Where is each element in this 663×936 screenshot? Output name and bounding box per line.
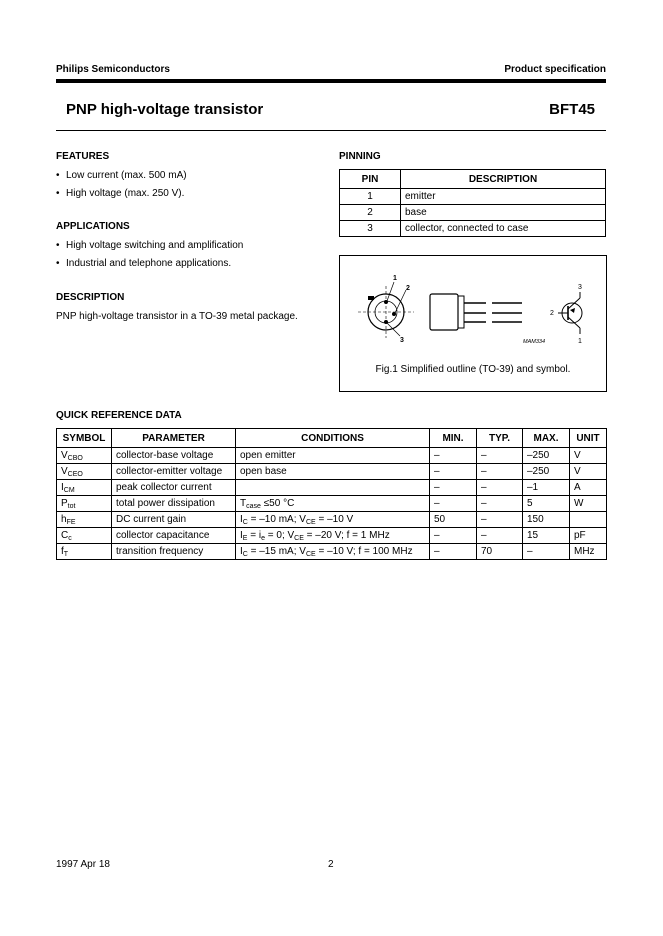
description-text: PNP high-voltage transistor in a TO-39 metal package. [56, 311, 298, 322]
min-cell: – [430, 448, 477, 464]
pin-label: 3 [578, 284, 582, 291]
symbol-cell [57, 512, 112, 528]
figure-box [339, 255, 607, 392]
table-row [57, 528, 607, 544]
table-row [57, 512, 607, 528]
to39-outline-drawing [340, 256, 606, 356]
min-cell: – [430, 480, 477, 496]
typ-cell: – [477, 512, 523, 528]
table-row [340, 189, 606, 205]
symbol-subscript: FE [66, 519, 76, 526]
quick-reference-table [56, 428, 607, 560]
typ-cell: – [477, 496, 523, 512]
pin-description: emitter [401, 189, 606, 205]
table-row [57, 480, 607, 496]
col-parameter: PARAMETER [112, 429, 236, 448]
table-row [340, 205, 606, 221]
unit-cell: V [570, 464, 607, 480]
min-cell: 50 [430, 512, 477, 528]
condition-text: I [240, 530, 243, 541]
feature-item: • Low current (max. 500 mA) [56, 167, 187, 185]
condition-subscript: C [242, 519, 248, 526]
min-cell: – [430, 544, 477, 560]
condition-text: I [240, 514, 243, 525]
figure-code: MAM334 [523, 339, 546, 345]
pin-number: 3 [340, 221, 401, 237]
max-cell: 15 [523, 528, 570, 544]
pinning-heading: PINNING [339, 151, 381, 162]
condition-text: = –10 mA; V [247, 514, 306, 525]
typ-cell: – [477, 464, 523, 480]
symbol-cell [57, 496, 112, 512]
symbol-cell [57, 544, 112, 560]
condition-text: = –10 V; f = 100 MHz [315, 546, 413, 557]
package-side-view [430, 294, 522, 330]
feature-item: • High voltage (max. 250 V). [56, 185, 187, 203]
pin-label: 1 [393, 275, 397, 282]
condition-text: ≤50 °C [260, 498, 295, 509]
col-pin: PIN [340, 170, 401, 189]
company-name: Philips Semiconductors [56, 64, 170, 75]
condition-subscript: CE [305, 551, 316, 558]
table-header-row [340, 170, 606, 189]
col-description: DESCRIPTION [401, 170, 606, 189]
parameter-cell: transition frequency [112, 544, 236, 560]
condition-subscript: E [242, 535, 248, 542]
symbol-cell [57, 448, 112, 464]
symbol-subscript: CBO [67, 455, 83, 462]
condition-text: = –20 V; f = 1 MHz [303, 530, 390, 541]
conditions-cell [236, 480, 430, 496]
symbol-subscript: CM [63, 487, 75, 494]
unit-cell: pF [570, 528, 607, 544]
pin-label: 2 [550, 310, 554, 317]
conditions-cell: open base [236, 464, 430, 480]
part-number: BFT45 [549, 101, 595, 118]
table-header-row [57, 429, 607, 448]
unit-cell: MHz [570, 544, 607, 560]
unit-cell: A [570, 480, 607, 496]
parameter-cell: collector-base voltage [112, 448, 236, 464]
symbol-main: C [61, 530, 69, 541]
symbol-main: f [61, 546, 64, 557]
max-cell: –1 [523, 480, 570, 496]
typ-cell: – [477, 448, 523, 464]
unit-cell: W [570, 496, 607, 512]
max-cell: –250 [523, 464, 570, 480]
application-item: • Industrial and telephone applications. [56, 255, 243, 273]
condition-subscript: e [261, 535, 265, 542]
symbol-cell [57, 528, 112, 544]
condition-subscript: C [242, 551, 248, 558]
condition-text: I [240, 546, 243, 557]
features-list [56, 167, 187, 203]
symbol-subscript: T [63, 551, 69, 558]
max-cell: –250 [523, 448, 570, 464]
symbol-main: I [61, 482, 64, 493]
condition-text: = –15 mA; V [247, 546, 306, 557]
min-cell: – [430, 464, 477, 480]
page-title: PNP high-voltage transistor [66, 101, 264, 118]
typ-cell: – [477, 480, 523, 496]
symbol-cell [57, 464, 112, 480]
condition-text: = 0; V [264, 530, 295, 541]
col-typ: TYP. [477, 429, 523, 448]
page-number: 2 [328, 859, 334, 870]
pin-label: 3 [400, 337, 404, 344]
description-heading: DESCRIPTION [56, 292, 125, 303]
symbol-main: V [61, 466, 68, 477]
min-cell: – [430, 528, 477, 544]
min-cell: – [430, 496, 477, 512]
col-symbol: SYMBOL [57, 429, 112, 448]
symbol-main: V [61, 450, 68, 461]
pnp-transistor-symbol-icon [550, 284, 582, 345]
unit-cell [570, 512, 607, 528]
typ-cell: – [477, 528, 523, 544]
condition-text: T [240, 498, 247, 509]
qrd-heading: QUICK REFERENCE DATA [56, 410, 182, 421]
conditions-cell [236, 528, 430, 544]
conditions-cell [236, 496, 430, 512]
table-row [57, 496, 607, 512]
pinning-table [339, 169, 606, 237]
condition-text: = i [247, 530, 262, 541]
conditions-cell [236, 544, 430, 560]
header-rule [56, 79, 606, 83]
pin-number: 1 [340, 189, 401, 205]
features-heading: FEATURES [56, 151, 110, 162]
applications-heading: APPLICATIONS [56, 221, 130, 232]
conditions-cell [236, 512, 430, 528]
parameter-cell: DC current gain [112, 512, 236, 528]
max-cell: 150 [523, 512, 570, 528]
footer-date: 1997 Apr 18 [56, 859, 110, 870]
pin-number: 2 [340, 205, 401, 221]
condition-subscript: case [246, 503, 261, 510]
applications-list [56, 237, 243, 273]
parameter-cell: collector capacitance [112, 528, 236, 544]
symbol-subscript: tot [67, 503, 76, 510]
pin-label: 2 [406, 285, 410, 292]
title-rule [56, 130, 606, 131]
symbol-main: P [61, 498, 68, 509]
table-row [340, 221, 606, 237]
parameter-cell: peak collector current [112, 480, 236, 496]
parameter-cell: collector-emitter voltage [112, 464, 236, 480]
condition-text: = –10 V [315, 514, 354, 525]
unit-cell: V [570, 448, 607, 464]
symbol-cell [57, 480, 112, 496]
application-item: • High voltage switching and amplification [56, 237, 243, 255]
max-cell: – [523, 544, 570, 560]
condition-subscript: CE [305, 519, 316, 526]
symbol-main: h [61, 514, 67, 525]
max-cell: 5 [523, 496, 570, 512]
table-row [57, 448, 607, 464]
package-bottom-view [358, 275, 414, 344]
conditions-cell: open emitter [236, 448, 430, 464]
condition-subscript: CE [294, 535, 304, 542]
table-row [57, 544, 607, 560]
parameter-cell: total power dissipation [112, 496, 236, 512]
col-min: MIN. [430, 429, 477, 448]
table-row [57, 464, 607, 480]
pin-description: base [401, 205, 606, 221]
col-unit: UNIT [570, 429, 607, 448]
col-conditions: CONDITIONS [236, 429, 430, 448]
document-type: Product specification [504, 64, 606, 75]
symbol-subscript: c [68, 535, 72, 542]
symbol-subscript: CEO [67, 471, 83, 478]
pin-description: collector, connected to case [401, 221, 606, 237]
figure-caption: Fig.1 Simplified outline (TO-39) and symbol. [375, 364, 571, 375]
pin-label: 1 [578, 338, 582, 345]
col-max: MAX. [523, 429, 570, 448]
typ-cell: 70 [477, 544, 523, 560]
